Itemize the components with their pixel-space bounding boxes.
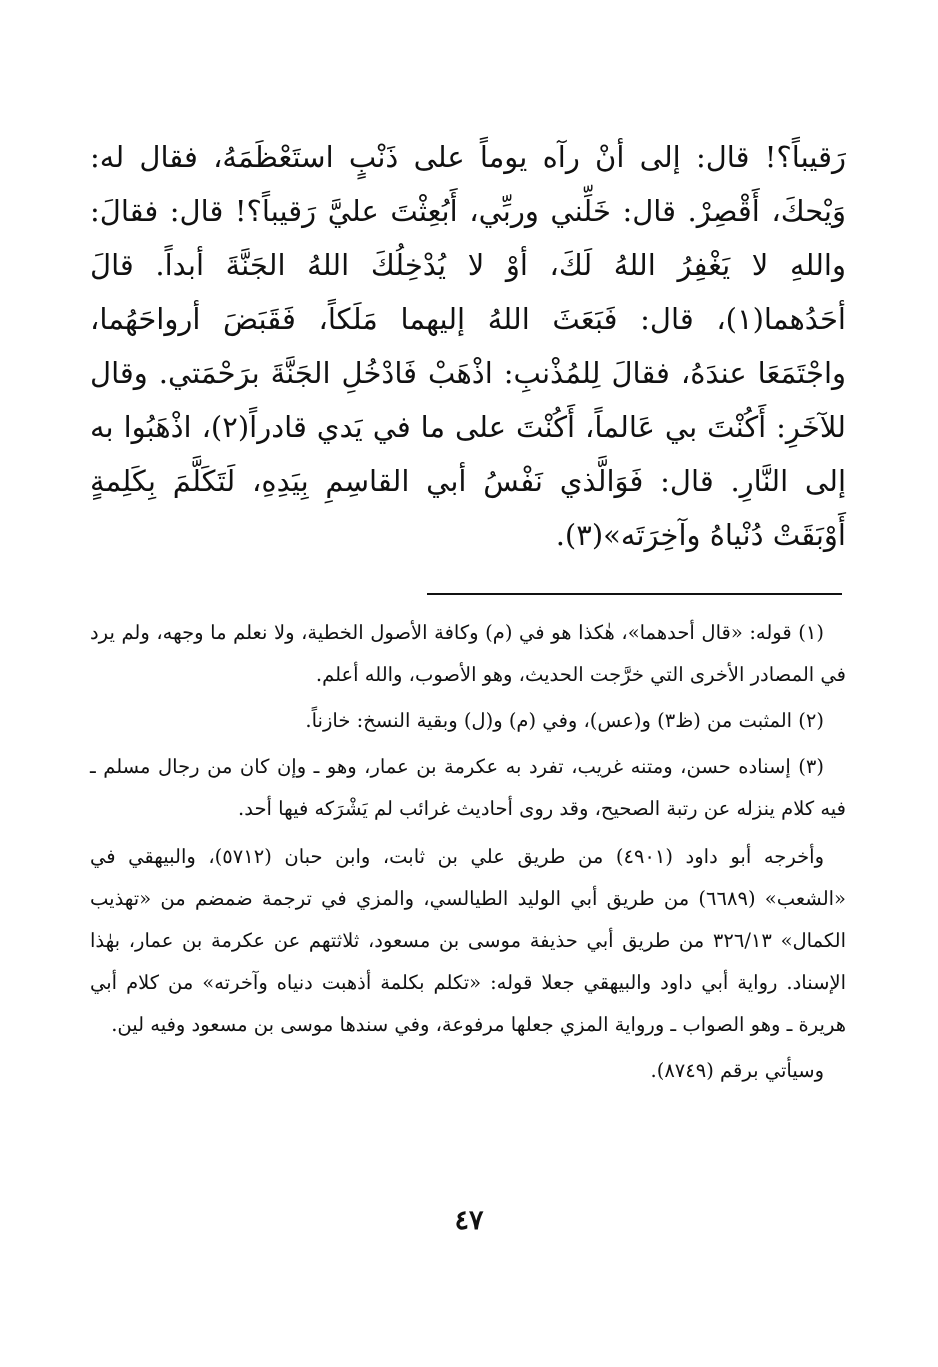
main-text-block bbox=[90, 130, 846, 562]
footnotes-block bbox=[90, 612, 846, 1096]
footnote-3-crossref: وسيأتي برقم (٨٧٤٩). bbox=[650, 1059, 824, 1082]
footnote-separator bbox=[427, 593, 842, 595]
footnote-2: (٢) المثبت من (ظ٣) و(عس)، وفي (م) و(ل) وبقية النسخ: خازناً. bbox=[305, 709, 824, 732]
footnote-1: (١) قوله: «قال أحدهما»، هٰكذا هو في (م) وكافة الأصول الخطية، ولا نعلم ما وجهه، ولم يرد في المصادر الأخرى التي خرَّجت الحديث، وهو الأصوب، والله أعلم. bbox=[90, 621, 846, 686]
hadith-text: رَقيباً؟! قال: إلى أنْ رآه يوماً على ذَنْبٍ استَعْظَمَهُ، فقال له: وَيْحكَ، أَقْصِرْ. قال: خَلِّني وربِّي، أَبُعِثْتَ عليَّ رَقيباً؟! قال: فقالَ: واللهِ لا يَغْفِرُ اللهُ لَكَ، أوْ لا يُدْخِلُكَ اللهُ الجَنَّةَ أبداً. قالَ أحَدُهما(١)، قال: فَبَعَثَ اللهُ إليهما مَلَكاً، فَقَبَضَ أرواحَهُما، واجْتَمَعَا عندَهُ، فقالَ لِلمُذْنبِ: اذْهَبْ فَادْخُلِ الجَنَّةَ برَحْمَتي. وقال للآخَرِ: أَكُنْتَ بي عَالماً، أَكُنْتَ على ما في يَدي قادراً(٢)، اذْهَبُوا به إلى النَّارِ. قال: فَوَالَّذي نَفْسُ أبي القاسِمِ بِيَدِهِ، لَتَكَلَّمَ بِكَلِمةٍ أَوْبَقَتْ دُنْياهُ وآخِرَتَه»(٣). bbox=[90, 140, 846, 552]
footnote-3-takhrij: وأخرجه أبو داود (٤٩٠١) من طريق علي بن ثابت، وابن حبان (٥٧١٢)، والبيهقي في «الشعب» (٦٦٨٩) من طريق أبي الوليد الطيالسي، والمزي في ترجمة ضمضم من «تهذيب الكمال» ٣٢٦/١٣ من طريق أبي حذيفة موسى بن مسعود، ثلاثتهم عن عكرمة بن عمار، بهٰذا الإسناد. رواية أبي داود والبيهقي جعلا قوله: «تكلم بكلمة أذهبت دنياه وآخرته» من كلام أبي هريرة ـ وهو الصواب ـ ورواية المزي جعلها مرفوعة، وفي سندها موسى بن مسعود وفيه لين. bbox=[90, 845, 847, 1036]
footnote-3: (٣) إسناده حسن، ومتنه غريب، تفرد به عكرمة بن عمار، وهو ـ وإن كان من رجال مسلم ـ فيه كلام ينزله عن رتبة الصحيح، وقد روى أحاديث غرائب لم يَشْرَكه فيها أحد. bbox=[90, 755, 846, 820]
page-number: ٤٧ bbox=[454, 1205, 484, 1236]
